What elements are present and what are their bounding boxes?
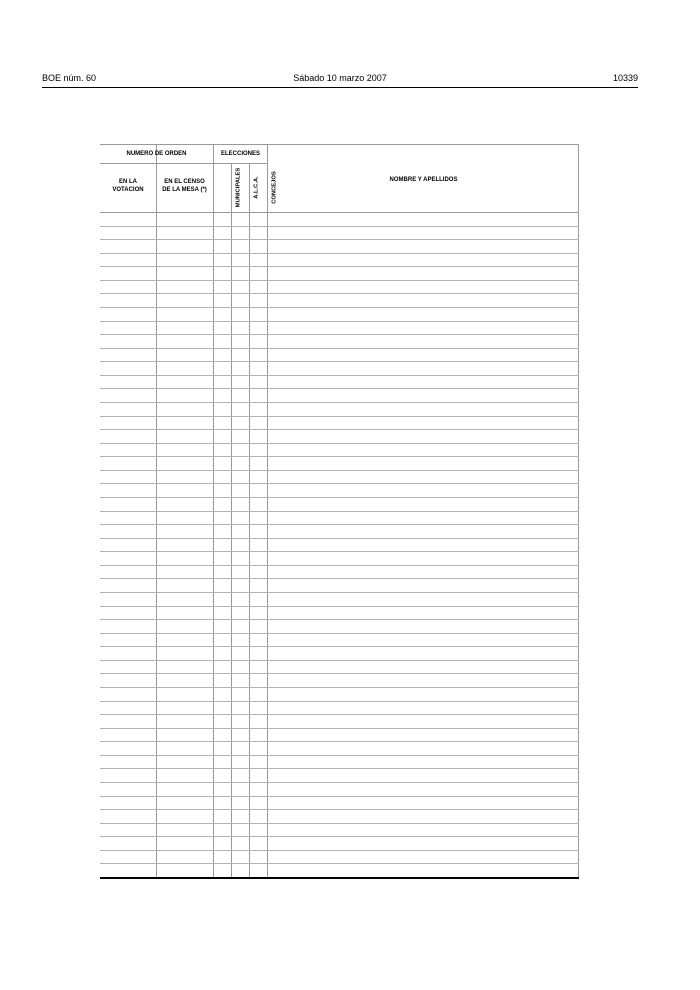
table-row-line bbox=[100, 497, 579, 498]
voter-list-table bbox=[100, 144, 579, 878]
table-row-line bbox=[100, 511, 579, 512]
col-alca: A.L.C.A. bbox=[253, 176, 260, 199]
table-row-line bbox=[100, 239, 579, 240]
table-row-line bbox=[100, 850, 579, 851]
col-nombre-y-apellidos: NOMBRE Y APELLIDOS bbox=[389, 177, 458, 183]
table-row-line bbox=[100, 863, 579, 864]
bulletin-number: BOE núm. 60 bbox=[42, 73, 97, 83]
table-row-line bbox=[100, 646, 579, 647]
table-row-line bbox=[100, 226, 579, 227]
col-municipales: MUNICIPALES bbox=[235, 167, 242, 208]
table-row-line bbox=[100, 768, 579, 769]
table-body bbox=[100, 144, 579, 878]
table-row-line bbox=[100, 253, 579, 254]
table-row-line bbox=[100, 266, 579, 267]
table-row-line bbox=[100, 823, 579, 824]
publication-date: Sábado 10 marzo 2007 bbox=[293, 73, 387, 83]
table-row-line bbox=[100, 660, 579, 661]
table-row-line bbox=[100, 728, 579, 729]
table-row-line bbox=[100, 782, 579, 783]
table-row-line bbox=[100, 755, 579, 756]
table-row-line bbox=[100, 796, 579, 797]
page-number: 10339 bbox=[612, 73, 638, 83]
table-row-line bbox=[100, 293, 579, 294]
table-row-line bbox=[100, 483, 579, 484]
table-row-line bbox=[100, 836, 579, 837]
table-row-line bbox=[100, 701, 579, 702]
table-row-line bbox=[100, 524, 579, 525]
table-row-line bbox=[100, 388, 579, 389]
table-row-line bbox=[100, 714, 579, 715]
table-row-line bbox=[100, 687, 579, 688]
table-row-line bbox=[100, 565, 579, 566]
group-label-numero-de-orden: NUMERO DE ORDEN bbox=[126, 151, 187, 157]
table-bottom-rule bbox=[100, 877, 579, 879]
table-row-line bbox=[100, 538, 579, 539]
table-row-line bbox=[100, 307, 579, 308]
table-row-line bbox=[100, 809, 579, 810]
col-votacion-line2: VOTACION bbox=[112, 187, 144, 193]
table-row-line bbox=[100, 402, 579, 403]
table-row-line bbox=[100, 429, 579, 430]
col-censo-line2: DE LA MESA (*) bbox=[162, 187, 207, 193]
col-censo-line1: EN EL CENSO bbox=[164, 179, 205, 185]
table-row-line bbox=[100, 348, 579, 349]
table-row-line bbox=[100, 443, 579, 444]
table-row-line bbox=[100, 619, 579, 620]
group-label-elecciones: ELECCIONES bbox=[220, 151, 260, 157]
table-row-line bbox=[100, 578, 579, 579]
table-row-line bbox=[100, 375, 579, 376]
page-header bbox=[42, 73, 638, 88]
table-row-line bbox=[100, 673, 579, 674]
table-row-line bbox=[100, 456, 579, 457]
table-row-line bbox=[100, 592, 579, 593]
table-row-line bbox=[100, 321, 579, 322]
table-row-line bbox=[100, 633, 579, 634]
table-row-line bbox=[100, 361, 579, 362]
table-row-line bbox=[100, 470, 579, 471]
table-row-line bbox=[100, 416, 579, 417]
table-row-line bbox=[100, 551, 579, 552]
table-row-line bbox=[100, 280, 579, 281]
table-row-line bbox=[100, 606, 579, 607]
col-votacion-line1: EN LA bbox=[119, 179, 137, 185]
table-row-line bbox=[100, 334, 579, 335]
col-concejos: CONCEJOS bbox=[271, 171, 278, 204]
table-row-line bbox=[100, 741, 579, 742]
